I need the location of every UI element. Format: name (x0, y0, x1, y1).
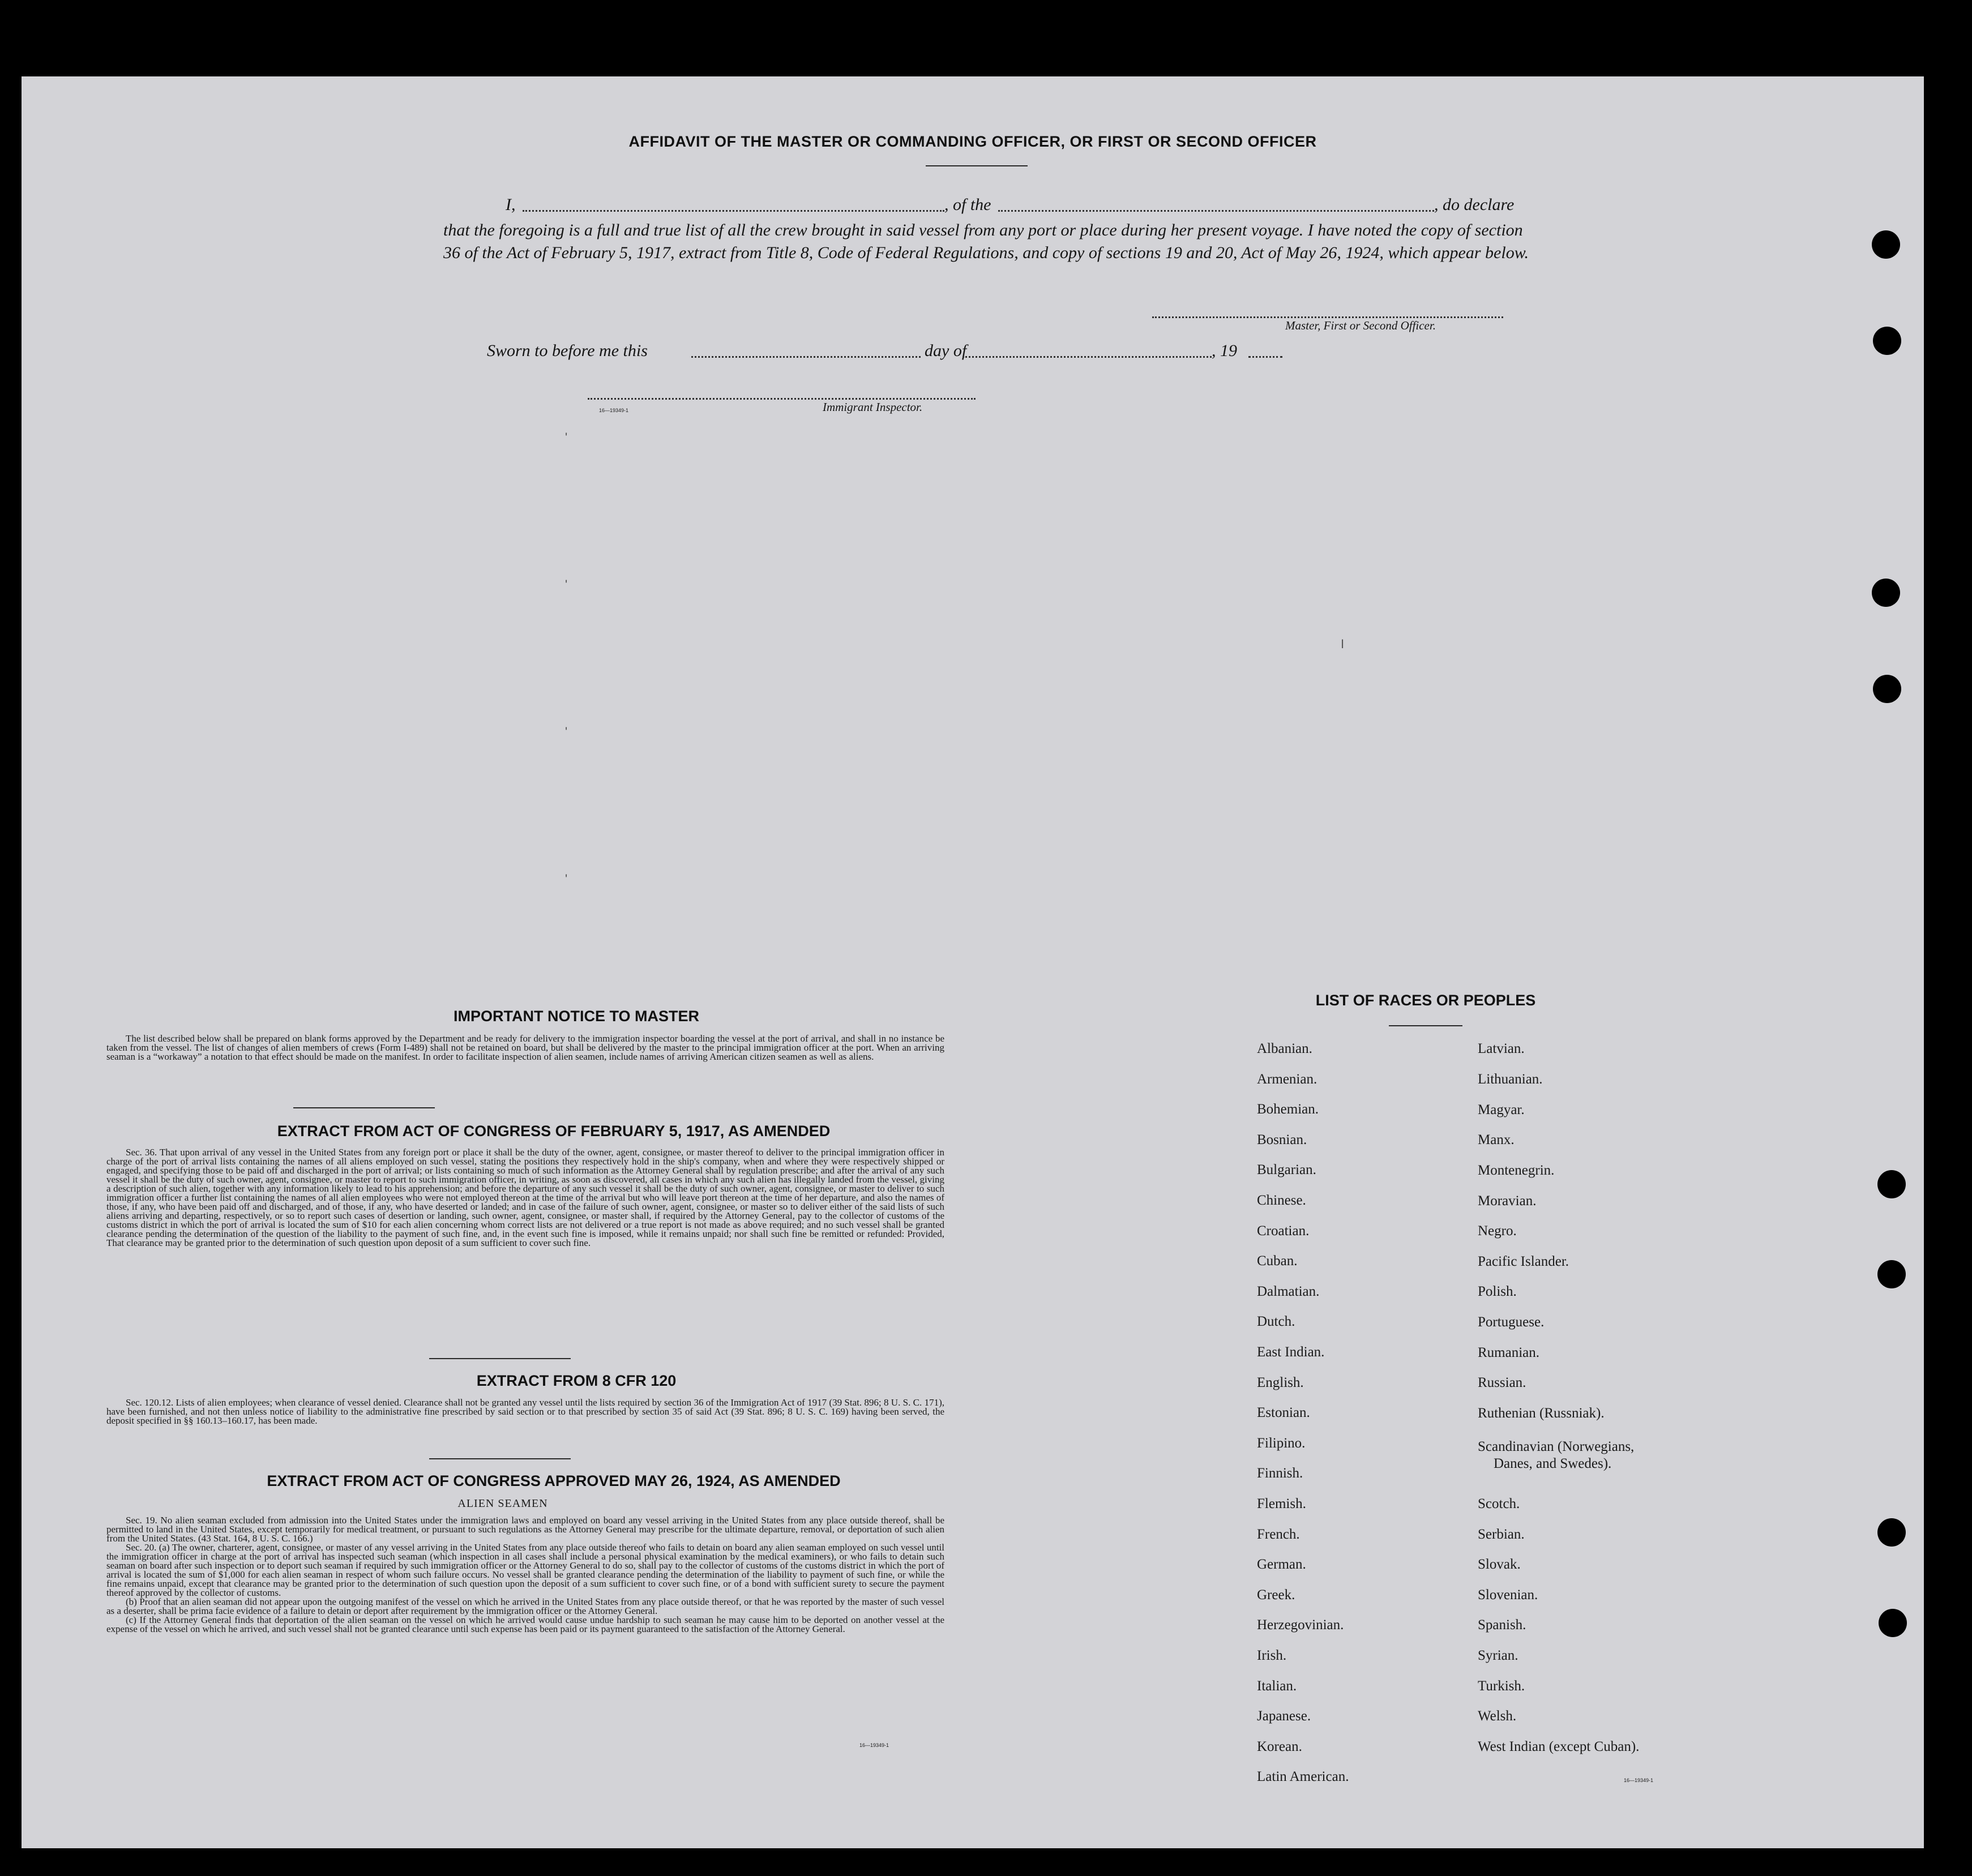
race-item: Italian. (1257, 1678, 1297, 1694)
extract-1917-title: EXTRACT FROM ACT OF CONGRESS OF FEBRUARY 5, 1917, AS AMENDED (277, 1123, 831, 1140)
notice-form-number: 16—19349-1 (859, 1742, 889, 1748)
race-item: Dalmatian. (1257, 1283, 1320, 1299)
race-item: Irish. (1257, 1648, 1287, 1663)
race-item: Filipino. (1257, 1435, 1306, 1451)
stray-mark: ' (565, 872, 568, 886)
race-item: Herzegovinian. (1257, 1617, 1344, 1633)
section-19-paragraph: Sec. 19. No alien seaman excluded from admission into the United States under the immigration laws and employed on board any vessel arriving in the United States from any place outside thereof, shall be permitted to land in the United States, except temporarily for medical treatment, or pursuant to such regulations as the Attorney General may prescribe for the ultimate departure, removal, or deportation of such alien from the United States. (43 Stat. 164, 8 U. S. C. 166.) (106, 1515, 944, 1544)
stray-mark: ' (565, 577, 568, 592)
alien-seamen-subtitle: ALIEN SEAMEN (457, 1497, 548, 1510)
extract-1917-paragraph: Sec. 36. That upon arrival of any vessel in the United States from any foreign port or place it shall be the duty of the owner, agent, consignee, or master thereof to deliver to the principal immigration officer in charge of the port of arrival lists containing the names of all aliens employed on such vessel, stating the positions they respectively hold in the ship's company, when and where they were respectively shipped or engaged, and specifying those to be paid off and discharged in the port of arrival; or lists containing so much of such information as the Attorney General shall by regulation prescribe; and after the arrival of any such vessel it shall be the duty of such owner, agent, consignee, or master to report to such immigration officer, in writing, as soon as discovered, all cases in which any such alien has illegally landed from the vessel, giving a description of such alien, together with any information likely to lead to his apprehension; and before the departure of any such vessel it shall be the duty of such owner, agent, consignee, or master to deliver to such immigration officer a further list containing the names of all alien employees who were not employed thereon at the time of the arrival but who will leave port thereon at the time of her departure, and also the names of those, if any, who have been paid off and discharged, and of those, if any, who have deserted or landed; and in case of the failure of such owner, agent, consignee, or master so to deliver either of the said lists of such aliens arriving and departing, respectively, or so to report such cases of desertion or landing, such owner, agent, consignee, or master shall, if required by the Attorney General, pay to the collector of customs of the customs district in which the port of arrival is located the sum of $10 for each alien concerning whom correct lists are not delivered or a true report is not made as above required; and no such vessel shall be granted clearance pending the determination of the question of the liability to the payment of such fine, and, in the event such fine is imposed, while it remains unpaid; nor shall such fine be remitted or refunded: Provided, That clearance may be granted prior to the determination of such question upon deposit of a sum sufficient to cover such fine. (106, 1147, 944, 1248)
section-20a-paragraph: Sec. 20. (a) The owner, charterer, agent, consignee, or master of any vessel arriving in the United States from any place outside thereof who fails to detain on board any alien seaman employed on such vessel until the immigration officer in charge at the port of arrival has inspected such seaman (which inspection in all cases shall include a personal physical examination by the medical examiners), or who fails to detain such seaman on board after such inspection or to deport such seaman if required by such immigration officer or the Attorney General to do so, shall pay to the collector of customs of the customs district in which the port of arrival is located the sum of $1,000 for each alien seaman in respect of whom such failure occurs. No vessel shall be granted clearance pending the determination of the liability to payment of such fine, or while the fine remains unpaid, except that clearance may be granted prior to the determination of such question upon the deposit of a sum sufficient to cover such fine, or of a bond with sufficient surety to secure the payment thereof approved by the collector of customs. (106, 1542, 944, 1598)
binder-hole (1877, 1260, 1906, 1288)
races-title: LIST OF RACES OR PEOPLES (1315, 992, 1536, 1009)
extract-cfr-title: EXTRACT FROM 8 CFR 120 (476, 1372, 677, 1389)
extract-1924-title: EXTRACT FROM ACT OF CONGRESS APPROVED MAY 26, 1924, AS AMENDED (267, 1472, 841, 1489)
sworn-month-blank[interactable] (963, 356, 1212, 358)
race-item: Estonian. (1257, 1405, 1310, 1421)
race-item: Moravian. (1478, 1193, 1537, 1209)
race-item: Russian. (1478, 1375, 1526, 1390)
race-item: Greek. (1257, 1587, 1295, 1603)
affidavit-i-label: I, (506, 195, 516, 214)
races-form-number: 16—19349-1 (1624, 1778, 1654, 1783)
race-item: Bulgarian. (1257, 1162, 1316, 1178)
binder-hole (1877, 1170, 1906, 1198)
section-20c-paragraph: (c) If the Attorney General finds that deportation of the alien seaman on the vessel on which he arrived would cause undue hardship to such seaman he may cause him to be deported on another vessel at the expense of the vessel on which he arrived, and such vessel shall not be granted clearance until such expense has been paid or its payment guaranteed to the satisfaction of the Attorney General. (106, 1614, 944, 1634)
race-item: Ruthenian (Russniak). (1478, 1406, 1605, 1421)
notice-text (106, 1034, 944, 1061)
stray-mark: ' (565, 725, 568, 739)
name-blank[interactable] (523, 210, 944, 212)
race-item: Japanese. (1257, 1708, 1311, 1724)
binder-hole (1879, 1609, 1907, 1637)
race-item: Welsh. (1478, 1708, 1517, 1724)
binder-hole (1873, 675, 1901, 703)
race-item: Cuban. (1257, 1253, 1298, 1269)
race-item: French. (1257, 1526, 1300, 1542)
race-item: Bohemian. (1257, 1102, 1319, 1117)
race-item: Polish. (1478, 1284, 1517, 1299)
race-item: Syrian. (1478, 1648, 1518, 1663)
race-item: English. (1257, 1374, 1304, 1390)
race-item: Dutch. (1257, 1314, 1295, 1330)
master-signature-label: Master, First or Second Officer. (1285, 319, 1436, 332)
divider (1389, 1025, 1462, 1026)
race-item: Pacific Islander. (1478, 1254, 1569, 1269)
race-item: Flemish. (1257, 1496, 1306, 1511)
sworn-day-blank[interactable] (691, 356, 921, 358)
race-item: Latvian. (1478, 1041, 1525, 1056)
affidavit-declare-label: , do declare (1434, 195, 1515, 214)
divider (429, 1458, 571, 1459)
day-of-label: day of (925, 341, 967, 360)
affidavit-body: that the foregoing is a full and true list of all the crew brought in said vessel from any port or place during her present voyage. I have noted the copy of section 36 of the Act of February 5, 1917, extract from Title 8, Code of Federal Regulations, and copy of sections 19 and 20, Act of May 26, 1924, which appear below. (443, 221, 1529, 262)
race-item: East Indian. (1257, 1344, 1325, 1360)
divider (293, 1107, 435, 1108)
race-item: Spanish. (1478, 1617, 1526, 1633)
extract-cfr-paragraph: Sec. 120.12. Lists of alien employees; when clearance of vessel denied. Clearance shall not be granted any vessel until the lists required by section 36 of the Immigration Act of 1917 (39 Stat. 896; 8 U. S. C. 171), have been furnished, and not then unless notice of liability to the administrative fine prescribed by said section or to that prescribed by section 35 of said Act (39 Stat. 896; 8 U. S. C. 169) having been served, the deposit specified in §§ 160.13–160.17, has been made. (106, 1397, 944, 1426)
vessel-blank[interactable] (998, 210, 1434, 212)
race-item: Turkish. (1478, 1678, 1525, 1694)
extract-cfr-text (106, 1398, 944, 1425)
extract-1924-text (106, 1516, 944, 1634)
divider (429, 1358, 571, 1359)
race-item: Latin American. (1257, 1769, 1349, 1785)
race-item: Danes, and Swedes). (1494, 1456, 1612, 1471)
race-item: Portuguese. (1478, 1314, 1545, 1330)
extract-1917-text (106, 1148, 944, 1248)
race-item: Korean. (1257, 1738, 1302, 1754)
race-item: German. (1257, 1557, 1306, 1573)
race-item: Slovak. (1478, 1557, 1521, 1572)
inspector-signature-blank[interactable] (588, 398, 976, 400)
master-signature-blank[interactable] (1152, 316, 1503, 318)
year-blank[interactable] (1248, 356, 1282, 358)
form-sheet (22, 76, 1924, 1848)
year-label: , 19 (1212, 341, 1237, 360)
race-item: Croatian. (1257, 1223, 1310, 1239)
affidavit-title: AFFIDAVIT OF THE MASTER OR COMMANDING OFFICER, OR FIRST OR SECOND OFFICER (628, 133, 1317, 150)
race-item: West Indian (except Cuban). (1478, 1739, 1640, 1754)
race-item: Armenian. (1257, 1071, 1317, 1087)
race-item: Rumanian. (1478, 1345, 1540, 1360)
inspector-label: Immigrant Inspector. (823, 400, 923, 414)
race-item: Albanian. (1257, 1041, 1312, 1056)
race-item: Montenegrin. (1478, 1163, 1555, 1178)
race-item: Scotch. (1478, 1496, 1520, 1511)
binder-hole (1873, 327, 1901, 355)
race-item: Chinese. (1257, 1193, 1306, 1208)
stray-mark: I (1341, 637, 1345, 651)
race-item: Serbian. (1478, 1527, 1525, 1542)
notice-title: IMPORTANT NOTICE TO MASTER (454, 1008, 699, 1025)
section-20b-paragraph: (b) Proof that an alien seaman did not appear upon the outgoing manifest of the vessel on which he arrived in the United States from any place outside thereof, or that he was reported by the master of such vessel as a deserter, shall be prima facie evidence of a failure to detain or deport after requirement by the immigration officer or the Attorney General. (106, 1596, 944, 1616)
race-item: Finnish. (1257, 1466, 1303, 1481)
race-item: Manx. (1478, 1132, 1515, 1147)
race-item: Negro. (1478, 1223, 1517, 1239)
race-item: Magyar. (1478, 1102, 1525, 1117)
race-item: Slovenian. (1478, 1587, 1538, 1603)
race-item: Bosnian. (1257, 1132, 1307, 1147)
binder-hole (1877, 1518, 1906, 1547)
affidavit-of-the-label: , of the (944, 195, 991, 214)
affidavit-form-number: 16—19349-1 (599, 408, 629, 413)
sworn-label: Sworn to before me this (487, 341, 648, 360)
notice-paragraph: The list described below shall be prepared on blank forms approved by the Department and be ready for delivery to the immigration inspector boarding the vessel at the port of arrival, and shall in no instance be taken from the vessel. The list of changes of alien members of crews (Form I-489) shall not be retained on board, but shall be delivered by the master to the principal immigration officer at the port. When an arriving seaman is a “workaway” a notation to that effect should be made on the manifest. In order to facilitate inspection of alien seamen, include names of arriving American citizen seamen as well as aliens. (106, 1033, 944, 1062)
race-item: Lithuanian. (1478, 1072, 1543, 1087)
binder-hole (1872, 230, 1900, 259)
race-item: Scandinavian (Norwegians, (1478, 1439, 1635, 1454)
stray-mark: ' (565, 430, 568, 444)
binder-hole (1872, 579, 1900, 607)
title-underline (926, 165, 1028, 166)
